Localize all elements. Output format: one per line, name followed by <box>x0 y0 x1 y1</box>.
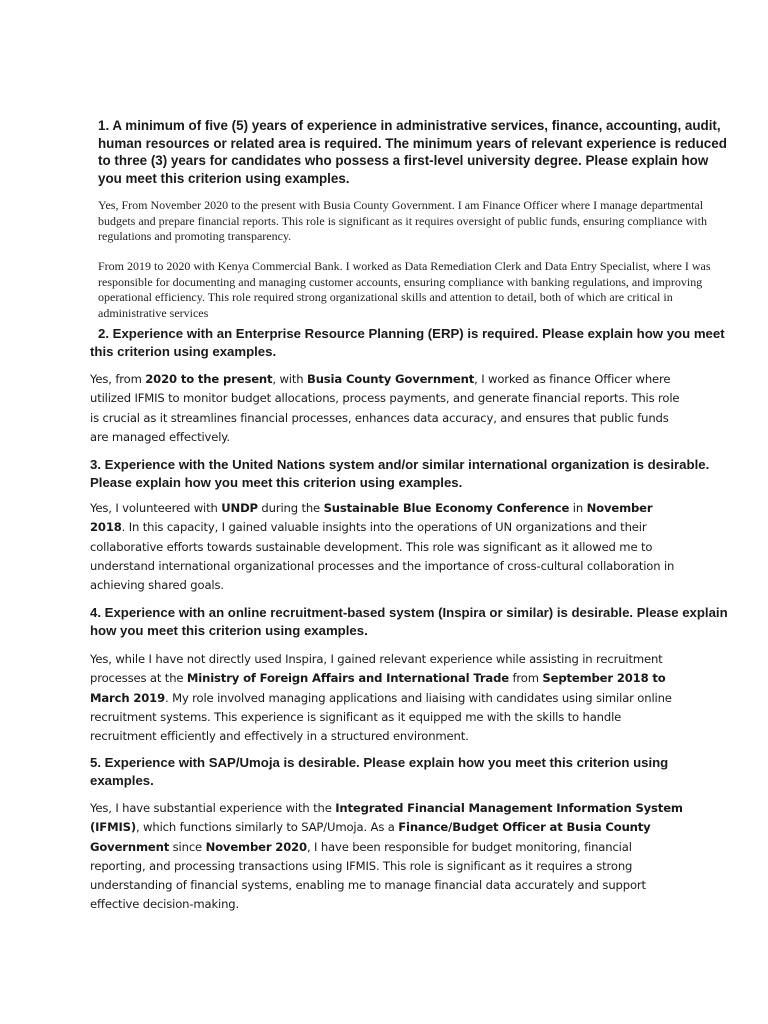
answer-1-paragraph-1: Yes, From November 2020 to the present with Busia County Government. I am Finance Officer where I manage departmental budgets and prepare financial reports. This role is significant as it requires oversight of public funds, ensuring compliance with regulations and promoting transparency. <box>98 198 707 243</box>
answer-2-paragraph <box>90 370 690 447</box>
answer-3-bold-org: UNDP <box>221 501 258 515</box>
question-2-heading: 2. Experience with an Enterprise Resource Planning (ERP) is required. Please explain how you meet this criterion using examples. <box>90 326 725 359</box>
answer-5-bold-date: November 2020 <box>205 839 307 854</box>
answer-3-text: in <box>569 501 587 515</box>
answer-5-bold-system: Integrated Financial Management Information System (IFMIS) <box>90 801 683 835</box>
question-1-heading: 1. A minimum of five (5) years of experience in administrative services, finance, accounting, audit, human resources or related area is required. The minimum years of relevant experience is reduced to three (3) years for candidates who possess a first-level university degree. Please explain how you meet this criterion using examples. <box>98 118 727 186</box>
answer-2-text: , I worked as finance Officer where utilized IFMIS to monitor budget allocations, process payments, and generate financial reports. This role is crucial as it streamlines financial processes, enhances data accuracy, and ensures that public funds are managed effectively. <box>90 372 680 444</box>
answer-5-bold-role: Finance/Budget Officer at Busia County Government <box>90 820 651 854</box>
answer-3-text: during the <box>257 501 324 515</box>
answer-2-bold-period: 2020 to the present <box>145 372 273 386</box>
answer-4-bold-period: September 2018 to March 2019 <box>90 671 666 705</box>
answer-5-text: , which functions similarly to SAP/Umoja. As a <box>135 820 399 835</box>
answer-5-text: , I have been responsible for budget monitoring, financial reporting, and processing transactions using IFMIS. This role is significant as it requires a strong understanding of financial systems, enabling me to manage financial data accurately and support effective decision-making. <box>90 839 646 912</box>
answer-3-bold-event: Sustainable Blue Economy Conference <box>323 501 570 515</box>
answer-2-text: Yes, from <box>90 372 146 386</box>
answer-2-text: , with <box>272 372 308 386</box>
answer-4-paragraph <box>90 650 690 746</box>
question-3-heading: 3. Experience with the United Nations system and/or similar international organization is desirable. Please explain how you meet this criterion using examples. <box>90 457 710 490</box>
answer-5-paragraph <box>90 799 690 915</box>
answer-3-bold-date: November 2018 <box>90 501 653 535</box>
answer-2-bold-employer: Busia County Government <box>307 372 475 386</box>
answer-4-bold-ministry: Ministry of Foreign Affairs and International Trade <box>186 671 509 686</box>
answer-5-text: since <box>169 839 206 854</box>
answer-4-text: Yes, while I have not directly used Inspira, I gained relevant experience while assisting in recruitment processes at the <box>90 652 663 686</box>
question-4-heading: 4. Experience with an online recruitment-based system (Inspira or similar) is desirable. Please explain how you meet this criterion using examples. <box>90 605 728 638</box>
answer-4-text: from <box>508 671 543 686</box>
answer-4-text: . My role involved managing applications and liaising with candidates using similar online recruitment systems. This experience is significant as it equipped me with the skills to handle recruitment efficiently and effectively in a structured environment. <box>90 690 672 744</box>
question-5-heading: 5. Experience with SAP/Umoja is desirable. Please explain how you meet this criterion using examples. <box>90 755 669 788</box>
answer-1-paragraph-2: From 2019 to 2020 with Kenya Commercial Bank. I worked as Data Remediation Clerk and Data Entry Specialist, where I was responsible for documenting and managing customer accounts, ensuring compliance with banking regulations, and improving operational efficiency. This role required strong organizational skills and attention to detail, both of which are critical in administrative services <box>98 259 711 320</box>
answer-5-text: Yes, I have substantial experience with the <box>90 801 336 815</box>
answer-3-paragraph <box>90 499 690 595</box>
answer-3-text: . In this capacity, I gained valuable insights into the operations of UN organizations and their collaborative efforts towards sustainable development. This role was significant as it allowed me to understand international organizational processes and the importance of cross-cultural collaboration in achieving shared goals. <box>90 520 675 593</box>
answer-3-text: Yes, I volunteered with <box>90 501 222 515</box>
